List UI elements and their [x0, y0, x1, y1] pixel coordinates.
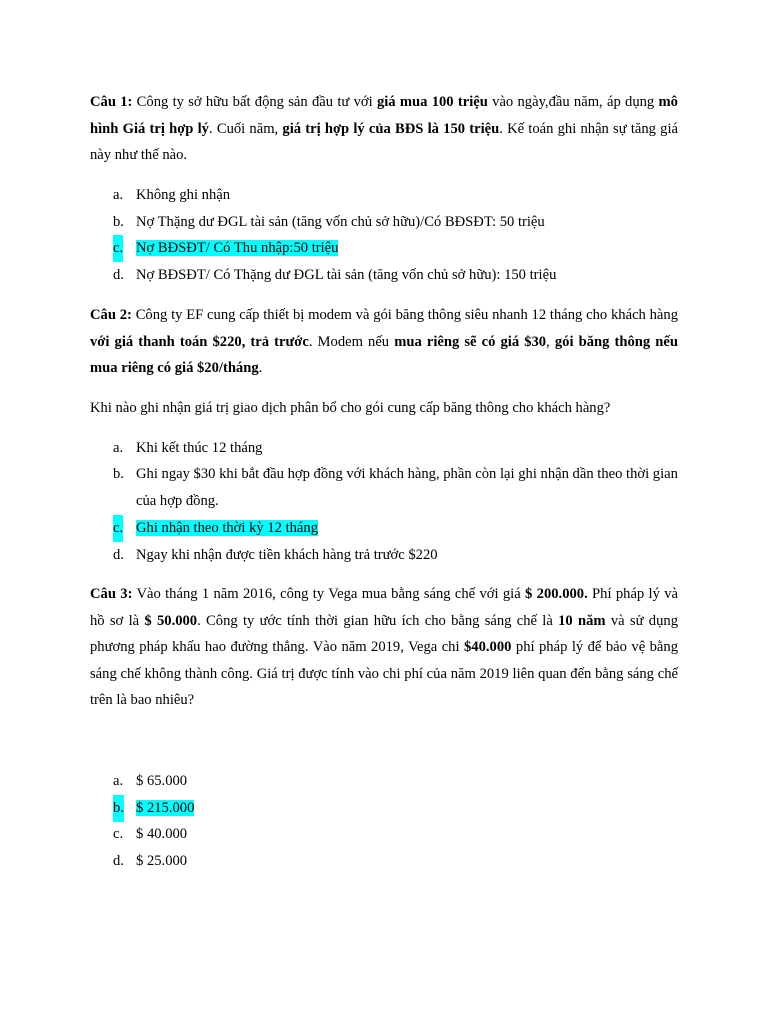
q3-bold-4: $40.000	[464, 639, 512, 655]
q1-text-1: Công ty sở hữu bất động sản đầu tư với	[132, 94, 377, 110]
option-text-highlighted: Ghi nhận theo thời kỳ 12 tháng	[136, 520, 319, 536]
q3-option-d	[113, 848, 678, 875]
option-text: Nợ Thặng dư ĐGL tài sản (tăng vốn chủ sở hữu)/Có BĐSĐT: 50 triệu	[136, 214, 545, 230]
q2-text-3: ,	[546, 333, 555, 350]
option-text: $ 25.000	[136, 853, 188, 869]
q1-option-c	[113, 235, 678, 262]
q1-option-a	[113, 182, 678, 209]
q3-option-a	[113, 768, 678, 795]
option-label: d.	[113, 267, 124, 283]
q2-bold-3: gói băng thông nếu mua riêng có giá $20/tháng	[90, 333, 678, 376]
question-3-label: Câu 3:	[90, 586, 133, 602]
option-label: d.	[113, 853, 124, 869]
q1-text-3: . Cuối năm,	[208, 120, 283, 137]
option-text: Khi kết thúc 12 tháng	[136, 440, 263, 456]
q1-bold-1: giá mua 100 triệu	[376, 94, 488, 110]
question-2-text	[90, 302, 678, 382]
option-label: d.	[113, 547, 124, 563]
option-text: $ 40.000	[136, 826, 188, 842]
option-text: Không ghi nhận	[136, 187, 231, 203]
question-1-text	[90, 89, 678, 169]
question-3-text	[90, 581, 678, 714]
option-text: Ghi ngay $30 khi bắt đầu hợp đồng với khách hàng, phần còn lại ghi nhận dần theo thời gian của hợp đồng.	[136, 466, 678, 509]
q2-option-d	[113, 542, 678, 569]
question-2-label: Câu 2:	[90, 307, 132, 323]
question-1-label: Câu 1:	[90, 94, 133, 110]
q2-option-b	[113, 461, 678, 514]
q1-text-4: . Kế toán ghi nhận sự tăng giá này như thế nào.	[90, 120, 678, 163]
option-label: b.	[113, 466, 124, 482]
question-2-prompt: Khi nào ghi nhận giá trị giao dịch phân bổ cho gói cung cấp băng thông cho khách hàng?	[90, 400, 611, 416]
q3-text-1: Vào tháng 1 năm 2016, công ty Vega mua bằng sáng chế với giá	[132, 586, 526, 602]
option-label: a.	[113, 440, 124, 456]
option-text-highlighted: $ 215.000	[136, 800, 195, 816]
option-label: b.	[113, 214, 124, 230]
q1-text-2: vào ngày,đầu năm, áp dụng	[487, 94, 659, 110]
q2-text-4: .	[258, 360, 263, 376]
q2-bold-2: mua riêng sẽ có giá $30	[394, 333, 547, 350]
q1-option-b	[113, 209, 678, 236]
q2-option-a	[113, 435, 678, 462]
q2-bold-1: với giá thanh toán $220, trả trước	[90, 333, 309, 350]
option-text: Nợ BĐSĐT/ Có Thặng dư ĐGL tài sản (tăng vốn chủ sở hữu): 150 triệu	[136, 267, 557, 283]
q3-bold-2: $ 50.000	[144, 612, 198, 629]
q1-bold-3: giá trị hợp lý của BĐS là 150 triệu	[282, 120, 500, 137]
option-label: b.	[113, 795, 124, 822]
q1-option-d	[113, 262, 678, 289]
q2-text-1: Công ty EF cung cấp thiết bị modem và gói băng thông siêu nhanh 12 tháng cho khách hàng	[131, 307, 678, 323]
option-text: Ngay khi nhận được tiền khách hàng trả trước $220	[136, 547, 438, 563]
q2-text-2: . Modem nếu	[308, 333, 395, 350]
q3-text-2: Phí pháp lý và hồ sơ là	[90, 586, 678, 629]
option-label: c.	[113, 235, 123, 262]
option-label: a.	[113, 773, 124, 789]
q3-option-b	[113, 795, 678, 822]
q3-bold-3: 10 năm	[558, 612, 606, 629]
q3-text-3: . Công ty ước tính thời gian hữu ích cho bằng sáng chế là	[197, 612, 559, 629]
option-text-highlighted: Nợ BĐSĐT/ Có Thu nhập:50 triệu	[136, 240, 339, 256]
option-text: $ 65.000	[136, 773, 188, 789]
option-label: c.	[113, 515, 123, 542]
q2-option-c	[113, 515, 678, 542]
q1-bold-2: mô hình Giá trị hợp lý	[90, 94, 678, 137]
q3-bold-1: $ 200.000.	[525, 586, 588, 602]
option-label: a.	[113, 187, 124, 203]
option-label: c.	[113, 826, 124, 842]
q3-text-4: và sử dụng phương pháp khấu hao đường thẳng. Vào năm 2019, Vega chi	[90, 612, 678, 655]
q3-option-c	[113, 821, 678, 848]
q3-text-5: phí pháp lý để bảo vệ bằng sáng chế không thành công. Giá trị được tính vào chi phí của năm 2019 liên quan đến bằng sáng chế trên là bao nhiêu?	[90, 639, 678, 708]
